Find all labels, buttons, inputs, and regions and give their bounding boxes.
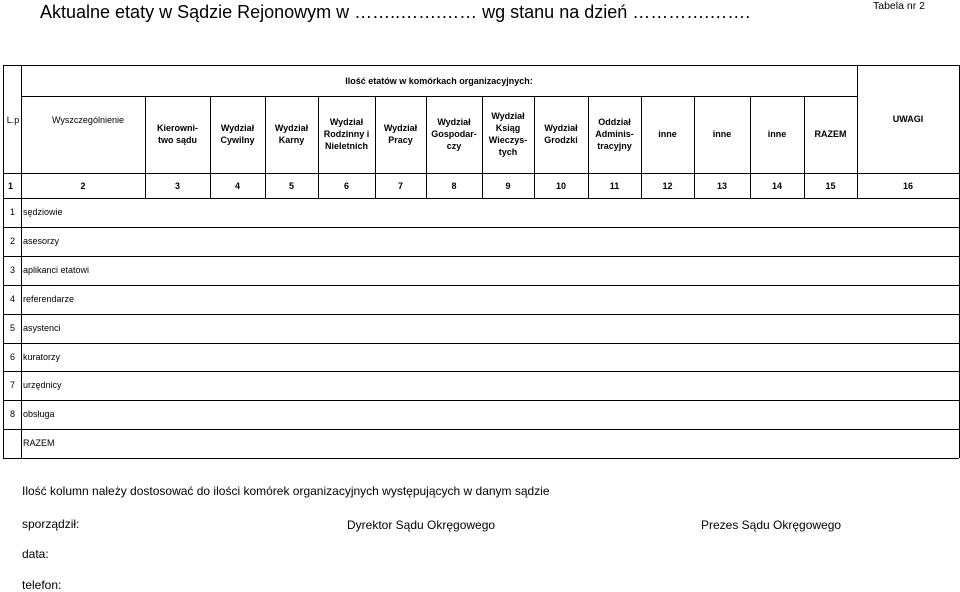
column-number: 7 [397,181,403,191]
row-number: 6 [10,351,16,362]
lp-header: L.p [6,115,20,125]
column-number: 15 [825,181,836,191]
row-divider [3,371,959,372]
column-number: 11 [609,181,620,191]
column-header: Wydział Grodzki [544,122,578,145]
group-header-divider [21,96,857,97]
row-label: asystenci [23,322,61,333]
column-number: 6 [343,181,349,191]
prepared-by-label: sporządził: [22,517,80,531]
column-header: Oddział Adminis- tracyjny [595,116,634,151]
column-number: 12 [662,181,673,191]
column-number: 5 [288,181,294,191]
column-header: Wydział Ksiąg Wieczys- tych [488,110,528,157]
row-number: 3 [10,264,16,275]
president-signature-label: Prezes Sądu Okręgowego [701,518,842,532]
row-number: 7 [10,380,16,391]
column-number: 13 [716,181,727,191]
column-header: Wydział Gospodar- czy [431,116,477,151]
row-number: 1 [10,207,16,217]
row-number: 2 [10,235,16,246]
row-number: 4 [10,293,16,304]
column-number: 9 [505,181,511,191]
row-label: urzędnicy [23,380,62,391]
row-label: obsługa [23,409,55,420]
row-divider [3,400,959,401]
column-number: 4 [234,181,240,191]
column-number: 2 [80,181,86,191]
row-divider [3,343,959,344]
column-header: Wydział Rodzinny i Nieletnich [323,116,370,151]
column-header: inne [767,128,787,139]
row-label: sędziowie [23,207,63,217]
column-header: Kierowni- two sądu [156,122,198,145]
specification-header: Wyszczególnienie [52,115,124,125]
column-number: 16 [902,181,913,191]
col-divider-uwagi [857,65,858,198]
row-divider [3,285,959,286]
row-divider [3,227,959,228]
table-border-top [3,65,959,66]
numbers-divider [3,198,959,199]
column-header: RAZEM [814,128,847,139]
column-number: 10 [555,181,566,191]
row-divider [3,314,959,315]
row-divider [3,429,959,430]
header-divider [3,173,959,174]
column-number: 8 [451,181,457,191]
column-header: Wydział Pracy [383,122,418,145]
row-divider [3,256,959,257]
date-label: data: [22,547,49,561]
column-header: Wydział Karny [274,122,309,145]
group-header: Ilość etatów w komórkach organizacyjnych: [345,76,533,86]
column-number: 14 [771,181,782,191]
table-number: Tabela nr 2 [873,0,925,12]
column-number: 1 [8,181,14,191]
row-number: 5 [10,322,16,333]
row-label: referendarze [23,293,75,304]
row-label: asesorzy [23,235,60,246]
page-title: Aktualne etaty w Sądzie Rejonowym w ……..…….…… wg stanu na dzień ………….……. [40,2,751,22]
row-number: 8 [10,409,16,420]
total-row-label: RAZEM [23,438,55,449]
uwagi-header: UWAGI [892,114,924,124]
footer-note: Ilość kolumn należy dostosować do ilości komórek organizacyjnych występujących w danym sądzie [22,484,550,498]
row-label: kuratorzy [23,351,61,362]
column-header: inne [712,128,732,139]
row-divider [3,458,959,459]
column-number: 3 [174,181,180,191]
column-header: inne [658,128,677,139]
director-signature-label: Dyrektor Sądu Okręgowego [347,518,496,532]
phone-label: telefon: [22,578,62,592]
column-header: Wydział Cywilny [220,122,255,145]
row-label: aplikanci etatowi [23,264,90,275]
